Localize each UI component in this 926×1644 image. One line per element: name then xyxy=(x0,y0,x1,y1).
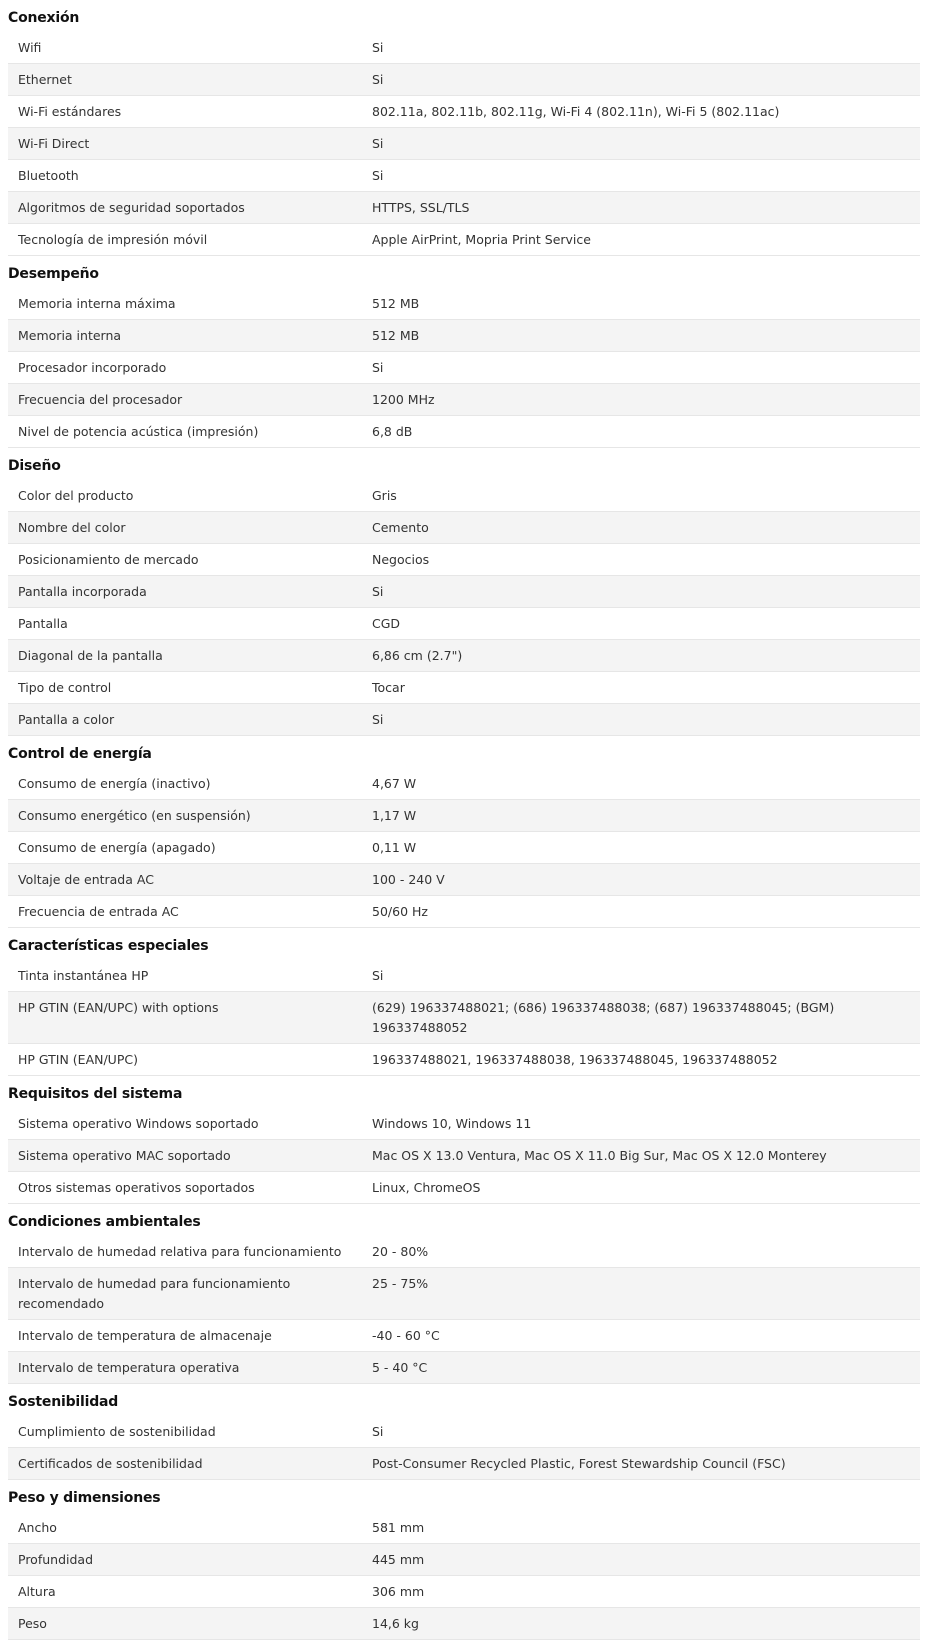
spec-row xyxy=(8,832,920,864)
spec-section xyxy=(8,1480,920,1640)
spec-section xyxy=(8,736,920,928)
spec-label: Diagonal de la pantalla xyxy=(18,648,163,663)
spec-section xyxy=(8,1076,920,1204)
spec-table xyxy=(8,768,920,928)
spec-label: Voltaje de entrada AC xyxy=(18,872,154,887)
spec-label: Sistema operativo Windows soportado xyxy=(18,1116,259,1131)
spec-value: 25 - 75% xyxy=(372,1276,429,1291)
spec-value: 1200 MHz xyxy=(372,392,435,407)
section-title: Características especiales xyxy=(8,938,209,954)
spec-value: 14,6 kg xyxy=(372,1616,419,1631)
spec-label: Consumo de energía (inactivo) xyxy=(18,776,211,791)
spec-value: Post-Consumer Recycled Plastic, Forest Stewardship Council (FSC) xyxy=(372,1456,786,1471)
section-title: Requisitos del sistema xyxy=(8,1086,183,1102)
spec-label: Otros sistemas operativos soportados xyxy=(18,1180,255,1195)
spec-label: Certificados de sostenibilidad xyxy=(18,1456,203,1471)
spec-table xyxy=(8,960,920,1076)
spec-value: Negocios xyxy=(372,552,430,567)
spec-value: CGD xyxy=(372,616,401,631)
spec-row xyxy=(8,1416,920,1448)
spec-label: Altura xyxy=(18,1584,56,1599)
spec-row xyxy=(8,320,920,352)
spec-row xyxy=(8,864,920,896)
spec-section xyxy=(8,928,920,1076)
section-title: Conexión xyxy=(8,10,80,26)
spec-row xyxy=(8,992,920,1044)
spec-row xyxy=(8,96,920,128)
spec-section xyxy=(8,448,920,736)
section-title: Condiciones ambientales xyxy=(8,1214,201,1230)
spec-value: Si xyxy=(372,168,384,183)
section-title: Desempeño xyxy=(8,266,99,282)
spec-label: Pantalla xyxy=(18,616,68,631)
spec-label: Memoria interna máxima xyxy=(18,296,176,311)
spec-value: 306 mm xyxy=(372,1584,425,1599)
spec-label: Sistema operativo MAC soportado xyxy=(18,1148,231,1163)
spec-label: Wi-Fi Direct xyxy=(18,136,90,151)
spec-label: Color del producto xyxy=(18,488,134,503)
spec-value: Linux, ChromeOS xyxy=(372,1180,481,1195)
spec-row xyxy=(8,480,920,512)
spec-section xyxy=(8,256,920,448)
spec-label: Wifi xyxy=(18,40,42,55)
spec-row xyxy=(8,768,920,800)
spec-row xyxy=(8,608,920,640)
spec-row xyxy=(8,640,920,672)
spec-value: 196337488021, 196337488038, 196337488045, 196337488052 xyxy=(372,1052,778,1067)
section-title: Diseño xyxy=(8,458,61,474)
spec-value: 5 - 40 °C xyxy=(372,1360,428,1375)
spec-row xyxy=(8,1320,920,1352)
spec-label: Bluetooth xyxy=(18,168,79,183)
spec-value: 6,8 dB xyxy=(372,424,413,439)
spec-label: Pantalla a color xyxy=(18,712,115,727)
spec-row xyxy=(8,288,920,320)
spec-label: Posicionamiento de mercado xyxy=(18,552,199,567)
spec-value: Si xyxy=(372,136,384,151)
spec-label: Peso xyxy=(18,1616,47,1631)
spec-label: Nivel de potencia acústica (impresión) xyxy=(18,424,259,439)
spec-label: Consumo energético (en suspensión) xyxy=(18,808,251,823)
section-title: Peso y dimensiones xyxy=(8,1490,161,1506)
spec-label: Ancho xyxy=(18,1520,57,1535)
spec-label: Profundidad xyxy=(18,1552,94,1567)
spec-value: Si xyxy=(372,40,384,55)
spec-value: (629) 196337488021; (686) 196337488038; (687) 196337488045; (BGM) 196337488052 xyxy=(372,1000,835,1035)
spec-value: 512 MB xyxy=(372,328,420,343)
spec-label: Intervalo de temperatura de almacenaje xyxy=(18,1328,272,1343)
spec-row xyxy=(8,960,920,992)
spec-table xyxy=(8,480,920,736)
spec-row xyxy=(8,128,920,160)
spec-label: Tecnología de impresión móvil xyxy=(18,232,208,247)
spec-label: Memoria interna xyxy=(18,328,122,343)
spec-row xyxy=(8,1448,920,1480)
spec-row xyxy=(8,1512,920,1544)
spec-value: Si xyxy=(372,72,384,87)
spec-label: Procesador incorporado xyxy=(18,360,167,375)
spec-row xyxy=(8,1608,920,1640)
spec-value: Si xyxy=(372,584,384,599)
spec-value: 1,17 W xyxy=(372,808,417,823)
spec-label: Frecuencia de entrada AC xyxy=(18,904,179,919)
spec-value: -40 - 60 °C xyxy=(372,1328,440,1343)
spec-row xyxy=(8,1352,920,1384)
spec-value: HTTPS, SSL/TLS xyxy=(372,200,470,215)
spec-value: 0,11 W xyxy=(372,840,417,855)
spec-value: 4,67 W xyxy=(372,776,417,791)
spec-value: Si xyxy=(372,360,384,375)
section-title: Control de energía xyxy=(8,746,152,762)
spec-label: Cumplimiento de sostenibilidad xyxy=(18,1424,216,1439)
spec-row xyxy=(8,32,920,64)
spec-table xyxy=(8,32,920,256)
spec-table xyxy=(8,1108,920,1204)
spec-label: Intervalo de humedad para funcionamiento recomendado xyxy=(18,1276,291,1311)
spec-label: Algoritmos de seguridad soportados xyxy=(18,200,245,215)
spec-label: Nombre del color xyxy=(18,520,126,535)
spec-value: Apple AirPrint, Mopria Print Service xyxy=(372,232,591,247)
spec-label: Intervalo de temperatura operativa xyxy=(18,1360,240,1375)
spec-row xyxy=(8,672,920,704)
spec-row xyxy=(8,1140,920,1172)
spec-value: 512 MB xyxy=(372,296,420,311)
section-title: Sostenibilidad xyxy=(8,1394,119,1410)
spec-row xyxy=(8,896,920,928)
spec-value: Gris xyxy=(372,488,397,503)
spec-value: 50/60 Hz xyxy=(372,904,428,919)
spec-value: 445 mm xyxy=(372,1552,425,1567)
spec-row xyxy=(8,544,920,576)
spec-row xyxy=(8,160,920,192)
spec-label: HP GTIN (EAN/UPC) with options xyxy=(18,1000,219,1015)
spec-section xyxy=(8,1204,920,1384)
spec-value: 6,86 cm (2.7") xyxy=(372,648,463,663)
spec-table xyxy=(8,1236,920,1384)
spec-row xyxy=(8,224,920,256)
spec-value: Mac OS X 13.0 Ventura, Mac OS X 11.0 Big Sur, Mac OS X 12.0 Monterey xyxy=(372,1148,827,1163)
spec-label: HP GTIN (EAN/UPC) xyxy=(18,1052,138,1067)
spec-table xyxy=(8,1416,920,1480)
spec-row xyxy=(8,1576,920,1608)
spec-value: 100 - 240 V xyxy=(372,872,445,887)
spec-row xyxy=(8,352,920,384)
spec-label: Pantalla incorporada xyxy=(18,584,147,599)
spec-label: Intervalo de humedad relativa para funcionamiento xyxy=(18,1244,342,1259)
spec-value: Si xyxy=(372,712,384,727)
spec-row xyxy=(8,384,920,416)
spec-label: Tinta instantánea HP xyxy=(18,968,149,983)
spec-row xyxy=(8,576,920,608)
spec-value: 20 - 80% xyxy=(372,1244,429,1259)
spec-label: Consumo de energía (apagado) xyxy=(18,840,216,855)
spec-row xyxy=(8,1544,920,1576)
spec-section xyxy=(8,0,920,256)
spec-row xyxy=(8,800,920,832)
spec-row xyxy=(8,1044,920,1076)
spec-value: Cemento xyxy=(372,520,429,535)
spec-label: Ethernet xyxy=(18,72,72,87)
spec-row xyxy=(8,1268,920,1320)
spec-value: Windows 10, Windows 11 xyxy=(372,1116,532,1131)
spec-label: Wi-Fi estándares xyxy=(18,104,122,119)
spec-row xyxy=(8,64,920,96)
spec-value: Si xyxy=(372,968,384,983)
spec-row xyxy=(8,704,920,736)
spec-table xyxy=(8,1512,920,1640)
spec-value: 802.11a, 802.11b, 802.11g, Wi-Fi 4 (802.11n), Wi-Fi 5 (802.11ac) xyxy=(372,104,780,119)
spec-label: Tipo de control xyxy=(18,680,112,695)
spec-value: Si xyxy=(372,1424,384,1439)
spec-value: Tocar xyxy=(372,680,405,695)
spec-row xyxy=(8,1236,920,1268)
spec-label: Frecuencia del procesador xyxy=(18,392,183,407)
spec-table xyxy=(8,288,920,448)
spec-row xyxy=(8,1172,920,1204)
spec-row xyxy=(8,512,920,544)
spec-section xyxy=(8,1384,920,1480)
spec-row xyxy=(8,1108,920,1140)
spec-value: 581 mm xyxy=(372,1520,425,1535)
spec-row xyxy=(8,416,920,448)
spec-row xyxy=(8,192,920,224)
